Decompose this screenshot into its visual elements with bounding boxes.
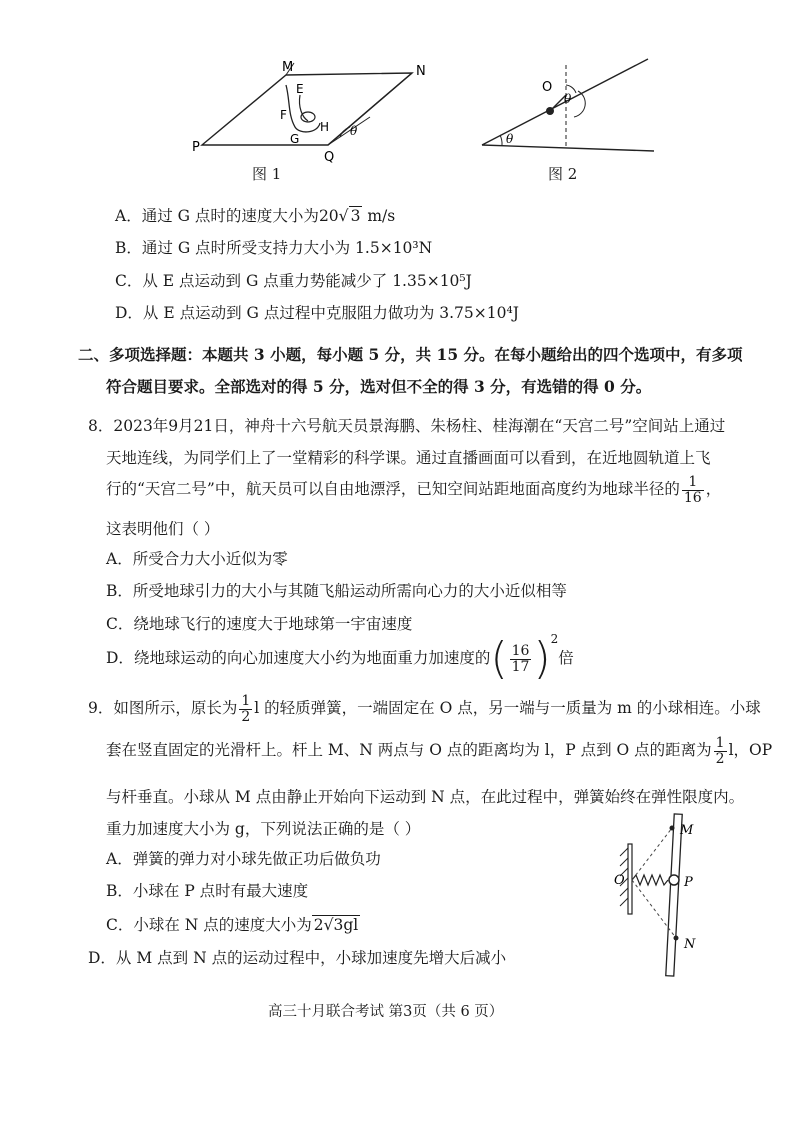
q9-fraction-1: $\frac{1}{2}$ xyxy=(241,693,251,725)
q8-fraction: $\frac{1}{16}$ xyxy=(683,474,702,506)
q8-stem-line2: 天地连线，为同学们上了一堂精彩的科学课。通过直播画面可以看到，在近地圆轨道上飞 xyxy=(106,449,711,467)
q9-option-a: A．弹簧的弹力对小球先做正功后做负功 xyxy=(106,850,381,868)
fig2-label-O: O xyxy=(542,80,553,95)
q7-option-b: B．通过 G 点时所受支持力大小为 1.5×10³N xyxy=(115,239,433,257)
q9-stem-line1: 9．如图所示，原长为 $\frac{1}{2}$ l 的轻质弹簧，一端固定在 O 点，另一端与一质量为 m 的小球相连。小球 xyxy=(88,693,761,725)
q8-stem-line1: 8．2023年9月21日，神舟十六号航天员景海鹏、朱杨柱、桂海潮在“天宫二号”空间站上通过 xyxy=(88,417,726,435)
q7-option-a-unit: m/s xyxy=(362,207,396,225)
q9-option-b: B．小球在 P 点时有最大速度 xyxy=(106,882,309,900)
fig1-label-E: E xyxy=(296,82,304,96)
q8-stem-line4: 这表明他们（ ） xyxy=(106,520,220,538)
q8-option-d: D．绕地球运动的向心加速度大小约为地面重力加速度的( $\frac{16}{17}$ )$^2$倍 xyxy=(106,632,574,685)
q8-option-a: A．所受合力大小近似为零 xyxy=(106,550,288,568)
q9-stem-line2: 套在竖直固定的光滑杆上。杆上 M、N 两点与 O 点的距离均为 l，P 点到 O 点的距离为 $\frac{1}{2}$ l，OP xyxy=(106,735,773,767)
q9-fig-label-P: P xyxy=(684,875,693,890)
q7-option-a-text: A．通过 G 点时的速度大小为 xyxy=(115,207,319,225)
q7-option-a-value: 20 xyxy=(318,207,339,225)
fig1-label-G: G xyxy=(290,132,300,146)
q7-option-d: D．从 E 点运动到 G 点过程中克服阻力做功为 3.75×10⁴J xyxy=(115,304,519,322)
q8-d-fraction: $\frac{16}{17}$ xyxy=(511,642,530,675)
q8-option-b: B．所受地球引力的大小与其随飞船运动所需向心力的大小近似相等 xyxy=(106,582,567,600)
page-footer: 高三十月联合考试 第3页（共 6 页） xyxy=(268,1004,504,1020)
q9-option-c: C．小球在 N 点的速度大小为 2√3gl xyxy=(106,916,359,934)
q8-stem-line3: 行的“天宫二号”中，航天员可以自由地漂浮，已知空间站距地面高度约为地球半径的 $\frac{1}{16}$ ， xyxy=(106,474,722,506)
fig1-label-H: H xyxy=(320,120,330,134)
figure-2-diagram xyxy=(478,55,658,155)
fig1-label-N: N xyxy=(416,64,426,79)
q9-stem-line3: 与杆垂直。小球从 M 点由静止开始向下运动到 N 点，在此过程中，弹簧始终在弹性限度内。 xyxy=(106,788,745,806)
figure-2-caption: 图 2 xyxy=(548,165,578,183)
fig1-label-M: M xyxy=(282,60,294,75)
q7-option-c: C．从 E 点运动到 G 点重力势能减少了 1.35×10⁵J xyxy=(115,272,472,290)
fig2-label-theta-top: θ xyxy=(564,92,572,106)
fig1-label-F: F xyxy=(280,108,287,122)
q8-option-c: C．绕地球飞行的速度大于地球第一宇宙速度 xyxy=(106,615,413,633)
section-2-heading-line2: 符合题目要求。全部选对的得 5 分，选对但不全的得 3 分，有选错的得 0 分。 xyxy=(106,377,652,396)
figure-1-diagram xyxy=(190,55,440,165)
q9-option-d: D．从 M 点到 N 点的运动过程中，小球加速度先增大后减小 xyxy=(88,949,507,967)
q9-fig-label-N: N xyxy=(684,937,696,952)
q9-option-c-root: 2√3gl xyxy=(313,916,359,934)
fig1-label-P: P xyxy=(192,140,200,155)
q9-fig-label-M: M xyxy=(680,823,694,838)
figure-1-caption: 图 1 xyxy=(252,165,282,183)
fig2-label-theta-bottom: θ xyxy=(506,132,514,146)
fig1-label-Q: Q xyxy=(324,150,335,165)
q9-figure xyxy=(610,810,730,980)
q7-option-a xyxy=(115,205,395,227)
fig1-label-theta: θ xyxy=(350,124,358,138)
q9-stem-line4: 重力加速度大小为 g，下列说法正确的是（ ） xyxy=(106,820,421,838)
q7-option-a-root: √ 3 xyxy=(338,207,361,225)
q9-fraction-2: $\frac{1}{2}$ xyxy=(715,735,725,767)
q9-fig-label-O: O xyxy=(614,873,625,888)
section-2-heading-line1: 二、多项选择题：本题共 3 小题，每小题 5 分，共 15 分。在每小题给出的四个选项中，有多项 xyxy=(78,345,743,364)
